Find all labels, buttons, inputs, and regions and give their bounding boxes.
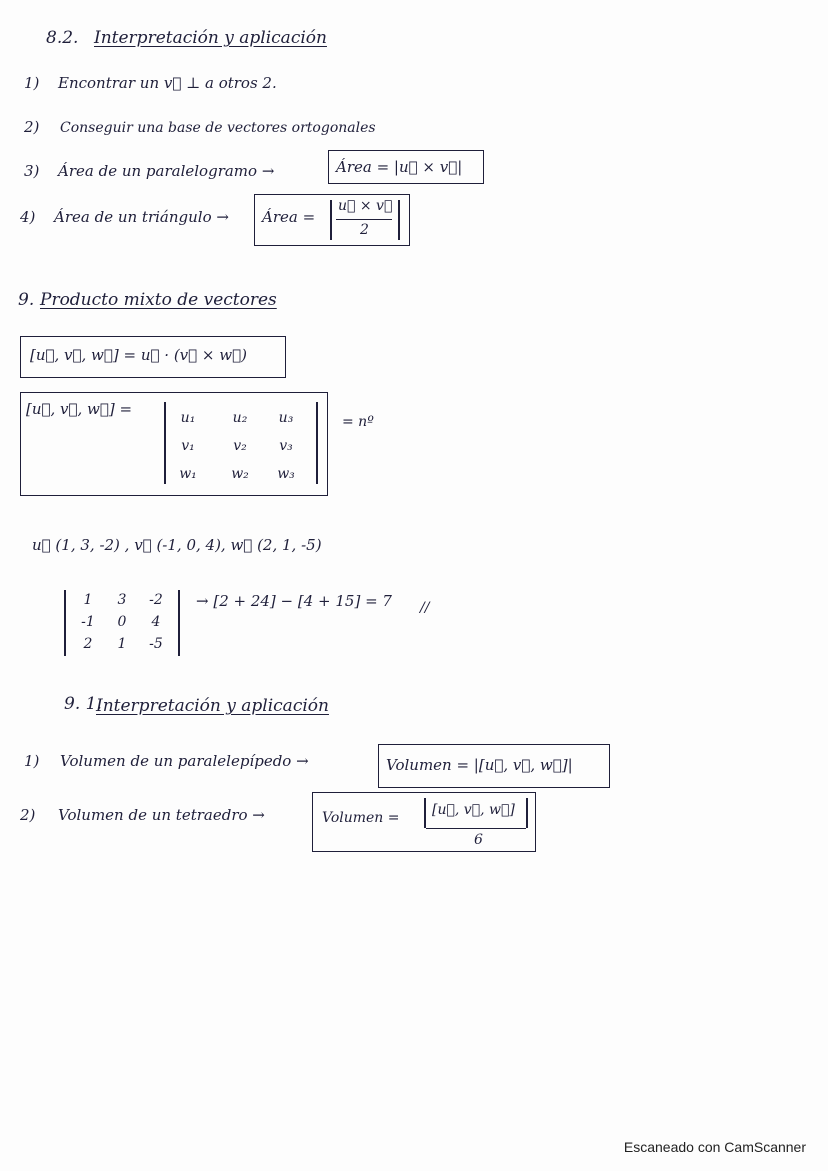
matrix-cell: u₁ <box>180 410 196 426</box>
example-matrix-cell: 4 <box>151 614 161 630</box>
matrix-cell: u₃ <box>278 410 294 426</box>
item-91-2-text: Volumen de un tetraedro → <box>58 806 265 824</box>
matrix-cell: v₃ <box>279 438 293 454</box>
parallelogram-area-formula: Área = |u⃗ × v⃗| <box>336 158 463 176</box>
item-1-number: 1) <box>24 74 40 92</box>
example-matrix-cell: 2 <box>83 636 93 652</box>
example-matrix-cell: -5 <box>149 636 163 652</box>
matrix-cell: w₂ <box>231 466 249 482</box>
matrix-cell: u₂ <box>232 410 248 426</box>
parallelepiped-volume-formula: Volumen = |[u⃗, v⃗, w⃗]| <box>386 756 573 774</box>
determinant-result: = nº <box>342 414 374 430</box>
example-matrix-cell: -1 <box>81 614 95 630</box>
fraction-line <box>336 219 392 220</box>
item-4-text: Área de un triángulo → <box>54 208 229 226</box>
matrix-cell: w₃ <box>277 466 295 482</box>
example-det-left-bar <box>64 590 66 656</box>
abs-right-bar <box>526 798 528 828</box>
section-91-title: Interpretación y aplicación <box>96 696 329 716</box>
section-91-number: 9. 1. <box>64 694 102 714</box>
item-2-number: 2) <box>24 118 40 136</box>
example-det-right-bar <box>178 590 180 656</box>
example-result: → [2 + 24] − [4 + 15] = 7 <box>196 592 392 610</box>
scanner-watermark: Escaneado con CamScanner <box>623 1139 806 1155</box>
section-82-title: Interpretación y aplicación <box>94 28 327 48</box>
abs-right-bar <box>398 200 400 240</box>
item-91-1-number: 1) <box>24 752 40 770</box>
triangle-area-denominator: 2 <box>360 222 369 238</box>
section-9-number: 9. <box>18 290 35 310</box>
section-9-title: Producto mixto de vectores <box>40 290 277 310</box>
tetrahedron-volume-numerator: [u⃗, v⃗, w⃗] <box>432 802 515 818</box>
example-matrix-cell: -2 <box>149 592 163 608</box>
example-vectors: u⃗ (1, 3, -2) , v⃗ (-1, 0, 4), w⃗ (2, 1, -5) <box>32 536 322 554</box>
determinant-lhs: [u⃗, v⃗, w⃗] = <box>26 400 133 418</box>
result-double-tick: // <box>420 600 430 616</box>
example-matrix-cell: 1 <box>83 592 93 608</box>
tetrahedron-volume-denominator: 6 <box>474 832 483 848</box>
abs-left-bar <box>330 200 332 240</box>
matrix-cell: v₁ <box>181 438 195 454</box>
det-left-bar <box>164 402 166 484</box>
det-right-bar <box>316 402 318 484</box>
matrix-cell: v₂ <box>233 438 247 454</box>
triangle-area-label: Área = <box>262 208 316 226</box>
item-2-text: Conseguir una base de vectores ortogonales <box>60 120 376 136</box>
fraction-line <box>426 828 526 829</box>
item-91-1-text: Volumen de un paralelepípedo → <box>60 752 309 770</box>
item-3-number: 3) <box>24 162 40 180</box>
item-3-text: Área de un paralelogramo → <box>58 162 275 180</box>
item-1-text: Encontrar un v⃗ ⊥ a otros 2. <box>58 74 277 92</box>
section-82-number: 8.2. <box>46 28 79 48</box>
tetrahedron-volume-label: Volumen = <box>322 810 400 826</box>
abs-left-bar <box>424 798 426 828</box>
item-4-number: 4) <box>20 208 36 226</box>
mixed-product-definition: [u⃗, v⃗, w⃗] = u⃗ · (v⃗ × w⃗) <box>30 346 247 364</box>
example-matrix-cell: 0 <box>117 614 127 630</box>
example-matrix-cell: 3 <box>117 592 127 608</box>
triangle-area-numerator: u⃗ × v⃗ <box>338 198 393 214</box>
item-91-2-number: 2) <box>20 806 36 824</box>
example-matrix-cell: 1 <box>117 636 127 652</box>
matrix-cell: w₁ <box>179 466 197 482</box>
